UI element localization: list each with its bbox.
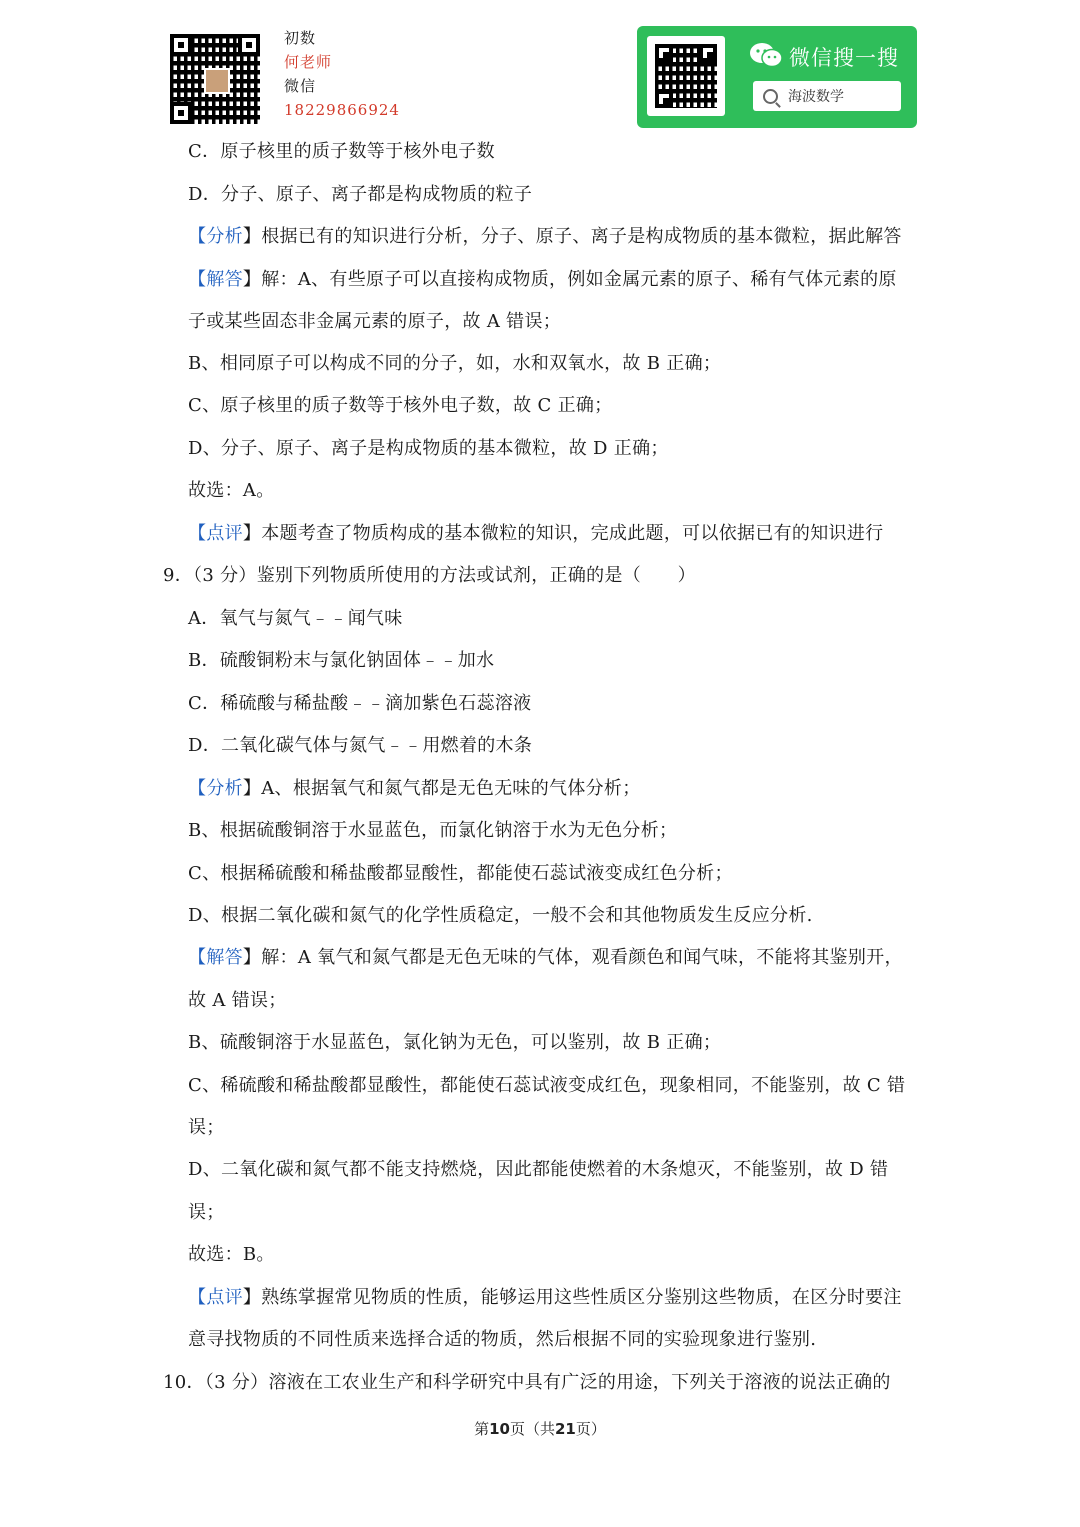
line-text: 】熟练掌握常见物质的性质，能够运用这些性质区分鉴别这些物质，在区分时要注 [242, 1287, 902, 1308]
line-text: D、分子、原子、离子是构成物质的基本微粒，故 D 正确； [188, 438, 669, 459]
qr-finder-icon [699, 44, 717, 62]
text-line [188, 862, 733, 886]
text-line [188, 225, 902, 249]
text-line [188, 1243, 275, 1267]
text-line [163, 1371, 891, 1395]
footer-pre: 第 [474, 1420, 490, 1438]
section-tag-bracket: 【 [188, 778, 207, 799]
line-text: 意寻找物质的不同性质来选择合适的物质，然后根据不同的实验现象进行鉴别. [188, 1329, 817, 1350]
text-line [188, 183, 532, 207]
line-text: 误； [188, 1117, 225, 1138]
line-text: 10．（3 分）溶液在工农业生产和科学研究中具有广泛的用途，下列关于溶液的说法正确的 [163, 1372, 891, 1393]
line-text: B．硫酸铜粉末与氯化钠固体﹣﹣加水 [188, 650, 495, 671]
text-line [188, 1328, 816, 1352]
line-text: 】本题考查了物质构成的基本微粒的知识，完成此题，可以依据已有的知识进行 [242, 523, 884, 544]
wechat-search-title: 微信搜一搜 [789, 46, 899, 70]
text-line [188, 268, 897, 292]
line-text: B、相同原子可以构成不同的分子，如，水和双氧水，故 B 正确； [188, 353, 722, 374]
section-tag-bracket: 【 [188, 523, 207, 544]
text-line [188, 607, 403, 631]
text-line [188, 989, 287, 1013]
text-line [163, 564, 696, 588]
qr-finder-icon [238, 34, 260, 56]
text-line [188, 140, 495, 164]
line-text: 子或某些固态非金属元素的原子，故 A 错误； [188, 311, 562, 332]
contact-info [284, 26, 400, 122]
footer-page-number: 10 [489, 1420, 510, 1438]
line-text: D．分子、原子、离子都是构成物质的粒子 [188, 184, 533, 205]
line-text: 误； [188, 1202, 225, 1223]
line-text: 】解：A 氧气和氮气都是无色无味的气体，观看颜色和闻气味，不能将其鉴别开， [242, 947, 903, 968]
text-line [188, 479, 275, 503]
text-line [188, 692, 531, 716]
contact-line-1: 初数 [284, 29, 317, 47]
text-line [188, 1031, 721, 1055]
qr-finder-icon [655, 90, 673, 108]
line-text: C．稀硫酸与稀盐酸﹣﹣滴加紫色石蕊溶液 [188, 693, 532, 714]
line-text: 故 A 错误； [188, 990, 287, 1011]
line-text: D、二氧化碳和氮气都不能支持燃烧，因此都能使燃着的木条熄灭，不能鉴别，故 D 错 [188, 1159, 889, 1180]
text-line [188, 777, 641, 801]
avatar [204, 68, 230, 94]
section-tag: 点评 [206, 523, 243, 544]
footer-post: 页） [575, 1420, 606, 1438]
qr-finder-icon [170, 34, 192, 56]
wechat-logo-icon [749, 42, 783, 68]
line-text: B、硫酸铜溶于水显蓝色，氯化钠为无色，可以鉴别，故 B 正确； [188, 1032, 722, 1053]
line-text: C．原子核里的质子数等于核外电子数 [188, 141, 495, 162]
section-tag-bracket: 【 [188, 947, 207, 968]
text-line [188, 819, 677, 843]
line-text: 】解：A、有些原子可以直接构成物质，例如金属元素的原子、稀有气体元素的原 [242, 269, 897, 290]
text-line [188, 310, 561, 334]
section-tag-bracket: 【 [188, 269, 207, 290]
text-line [188, 1074, 905, 1098]
line-text: 故选：B。 [188, 1244, 275, 1265]
wechat-qr-code [655, 44, 717, 108]
text-line [188, 1116, 225, 1140]
text-line [188, 352, 721, 376]
text-line [188, 394, 613, 418]
wechat-search-card[interactable] [637, 26, 917, 128]
section-tag: 分析 [206, 778, 243, 799]
text-line [188, 1201, 225, 1225]
text-line [188, 946, 903, 970]
page-footer [0, 1418, 1080, 1439]
text-line [188, 1158, 888, 1182]
section-tag: 解答 [206, 947, 243, 968]
section-tag: 点评 [206, 1287, 243, 1308]
footer-total-pages: 21 [555, 1420, 576, 1438]
section-tag-bracket: 【 [188, 226, 207, 247]
text-line [188, 437, 669, 461]
line-text: D．二氧化碳气体与氮气﹣﹣用燃着的木条 [188, 735, 533, 756]
wechat-search-text: 海波数学 [788, 89, 844, 105]
contact-phone: 18229866924 [284, 101, 400, 119]
line-text: D、根据二氧化碳和氮气的化学性质稳定，一般不会和其他物质发生反应分析. [188, 905, 813, 926]
line-text: 】根据已有的知识进行分析，分子、原子、离子是构成物质的基本微粒，据此解答 [242, 226, 902, 247]
line-text: 】A、根据氧气和氮气都是无色无味的气体分析； [242, 778, 641, 799]
contact-teacher: 何老师 [284, 53, 333, 71]
wechat-search-box[interactable] [753, 81, 901, 111]
section-tag: 分析 [206, 226, 243, 247]
line-text: C、根据稀硫酸和稀盐酸都显酸性，都能使石蕊试液变成红色分析； [188, 863, 733, 884]
search-icon [763, 89, 778, 104]
wechat-qr-box [647, 36, 725, 116]
contact-qr-code [170, 34, 260, 124]
contact-line-3: 微信 [284, 77, 317, 95]
line-text: C、稀硫酸和稀盐酸都显酸性，都能使石蕊试液变成红色，现象相同，不能鉴别，故 C 错 [188, 1075, 906, 1096]
qr-finder-icon [655, 44, 673, 62]
footer-mid: 页（共 [509, 1420, 555, 1438]
section-tag: 解答 [206, 269, 243, 290]
line-text: 9．（3 分）鉴别下列物质所使用的方法或试剂，正确的是（ ） [163, 565, 696, 586]
qr-finder-icon [170, 102, 192, 124]
line-text: 故选：A。 [188, 480, 275, 501]
section-tag-bracket: 【 [188, 1287, 207, 1308]
line-text: A．氧气与氮气﹣﹣闻气味 [188, 608, 403, 629]
text-line [188, 734, 532, 758]
line-text: B、根据硫酸铜溶于水显蓝色，而氯化钠溶于水为无色分析； [188, 820, 678, 841]
text-line [188, 522, 883, 546]
text-line [188, 904, 813, 928]
text-line [188, 649, 494, 673]
line-text: C、原子核里的质子数等于核外电子数，故 C 正确； [188, 395, 613, 416]
text-line [188, 1286, 902, 1310]
